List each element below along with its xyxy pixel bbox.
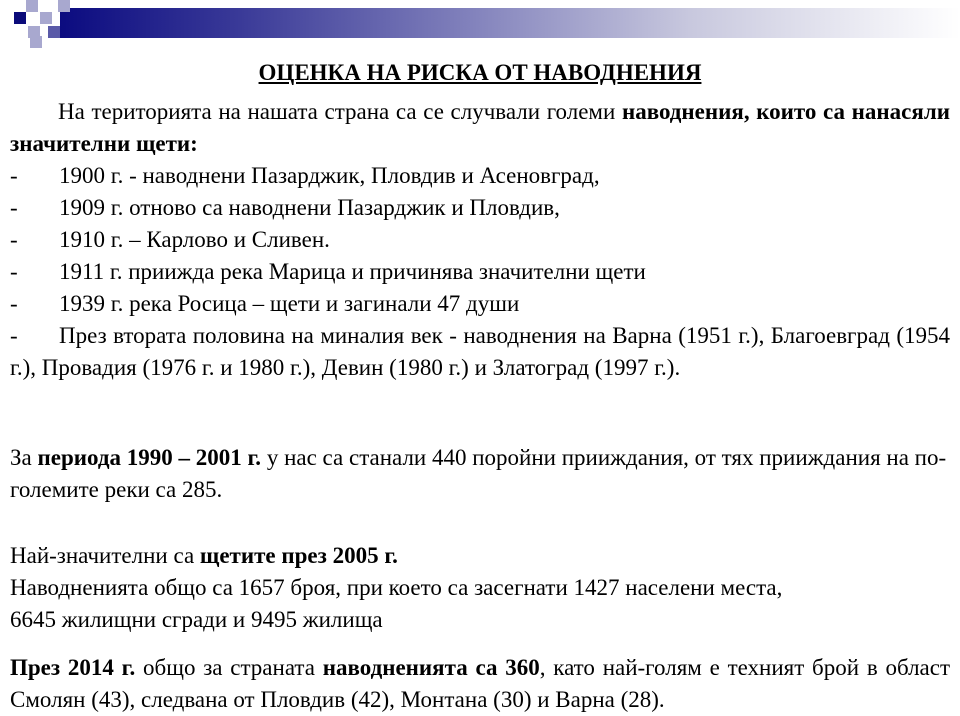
- list-item-wrapped: - През втората половина на миналия век - наводнения на Варна (1951 г.), Благоевград (1954 г.), Провадия (1976 г. и 1980 г.), Девин (1980 г.) и Златоград (1997 г.).: [10, 323, 950, 380]
- decor-square: [30, 36, 42, 48]
- period-paragraph: За периода 1990 – 2001 г. у нас са станали 440 поройни прииждания, от тях прииждания на по-големите реки са 285.: [10, 445, 947, 502]
- decor-square: [26, 0, 38, 12]
- decor-square: [14, 12, 26, 24]
- decor-square: [48, 26, 60, 38]
- slide-header-decoration: [0, 0, 960, 46]
- intro-paragraph: На територията на нашата страна са се случвали големи наводнения, които са нанасяли значителни щети:: [10, 99, 950, 156]
- decor-square: [58, 0, 70, 12]
- decor-square: [40, 12, 52, 24]
- slide-title: ОЦЕНКА НА РИСКА ОТ НАВОДНЕНИЯ: [258, 60, 702, 85]
- header-gradient-bar: [60, 8, 960, 38]
- damages-paragraph: Най-значителни са щетите през 2005 г. Наводненията общо са 1657 броя, при което са засегнати 1427 населени места, 6645 жилищни сгради и 9495 жилища: [10, 543, 783, 632]
- year-2014-paragraph: През 2014 г. общо за страната наводненията са 360, като най-голям е техният брой в област Смолян (43), следвана от Пловдив (42), Монтана (30) и Варна (28).: [10, 655, 951, 712]
